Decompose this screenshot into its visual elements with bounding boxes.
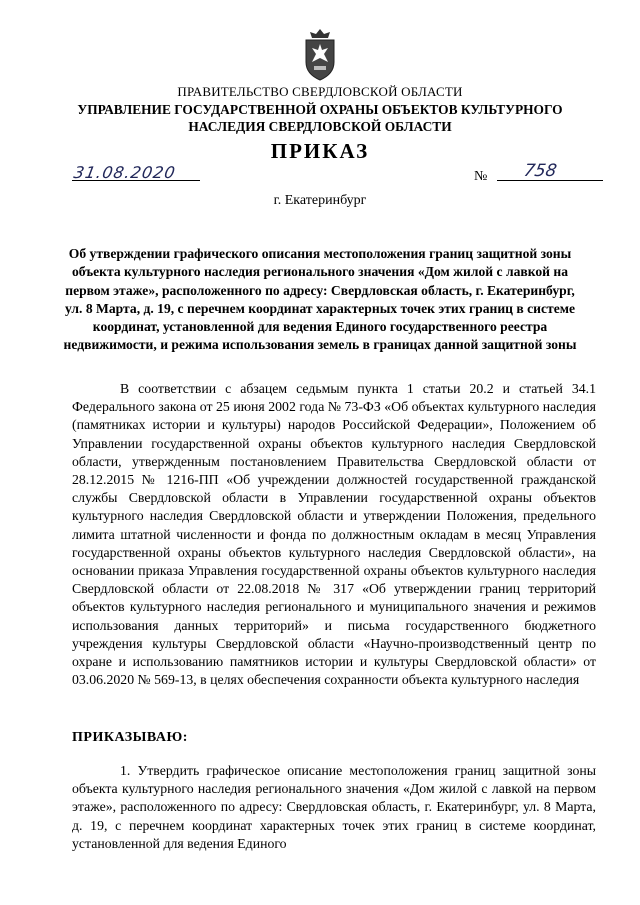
city-name: г. Екатеринбург	[273, 193, 367, 208]
government-name: ПРАВИТЕЛЬСТВО СВЕРДЛОВСКОЙ ОБЛАСТИ	[177, 84, 463, 99]
department-name-text: УПРАВЛЕНИЕ ГОСУДАРСТВЕННОЙ ОХРАНЫ ОБЪЕКТОВ КУЛЬТУРНОГО НАСЛЕДИЯ СВЕРДЛОВСКОЙ ОБЛАСТИ	[77, 102, 563, 134]
date-number-row	[72, 163, 602, 187]
clause-1-paragraph: 1. Утвердить графическое описание местоположения границ защитной зоны объекта культурного наследия регионального значения «Дом жилой с лавкой на первом этаже», расположенного по адресу: Свердловская область, г. Екатеринбург, ул. 8 Марта, д. 19, с перечнем координат характерных точек этих границ в системе координат, установленной для ведения Единого	[72, 763, 596, 851]
handwritten-date: 31.08.2020	[72, 163, 178, 182]
document-type-title: ПРИКАЗ	[270, 139, 370, 163]
order-word: ПРИКАЗЫВАЮ:	[72, 730, 188, 745]
order-subject: Об утверждении графического описания местоположения границ защитной зоны объекта культурного наследия регионального значения «Дом жилой с лавкой на первом этаже», расположенного по адресу: Свердловская область, г. Екатеринбург, ул. 8 Марта, д. 19, с перечнем координат характерных точек этих границ в системе координат, установленной для ведения Единого государственного реестра недвижимости, и режима использования земель в границах данной защитной зоны	[63, 246, 577, 353]
department-name	[0, 101, 640, 135]
preamble-paragraph: В соответствии с абзацем седьмым пункта 1 статьи 20.2 и статьей 34.1 Федерального закона от 25 июня 2002 года № 73-ФЗ «Об объектах культурного наследия (памятниках истории и культуры) народов Российской Федерации», Положением об Управлении государственной охраны объектов культурного наследия Свердловской области, утвержденным постановлением Правительства Свердловской области от 28.12.2015 № 1216-ПП «Об учреждении должностей государственной гражданской службы Свердловской области в Управлении государственной охраны объектов культурного наследия Свердловской области и утверждении Положения, предельного лимита штатной численности и фонда по должностным окладам в месяц Управления государственной охраны объектов культурного наследия Свердловской области», на основании приказа Управления государственной охраны объектов культурного наследия Свердловской области от 22.08.2018 № 317 «Об утверждении границ территорий объектов культурного наследия регионального и муниципального значения и режимов использования данных территорий» и письма государственного бюджетного учреждения культуры Свердловской области «Научно-производственный центр по охране и использованию памятников истории и культуры Свердловской области» от 03.06.2020 № 569-13, в целях обеспечения сохранности объекта культурного наследия	[72, 381, 596, 688]
handwritten-number: 758	[522, 161, 559, 181]
sverdlovsk-oblast-coat-of-arms-icon	[300, 28, 340, 82]
number-label: №	[474, 169, 488, 184]
